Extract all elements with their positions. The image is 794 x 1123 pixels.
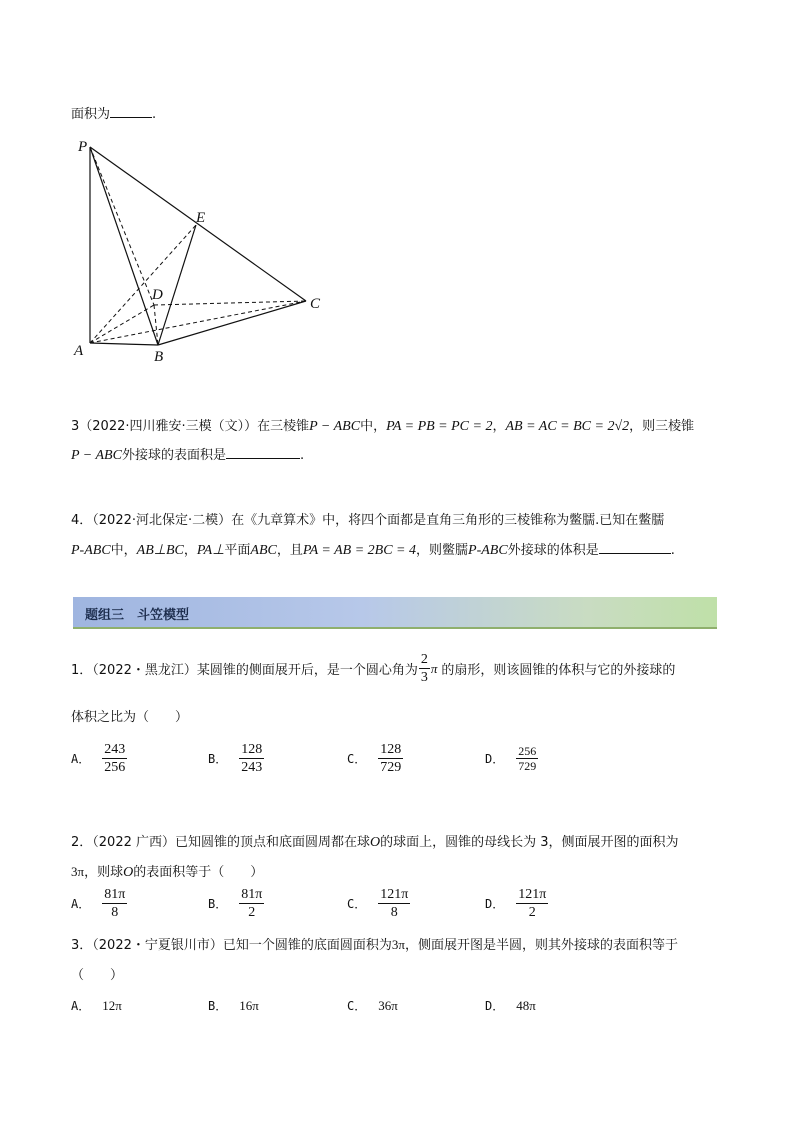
s3-text-b: ，侧面展开图是半圆，则其外接球的表面积等于 [404, 938, 678, 953]
q4-expr-e: PA⊥ [196, 543, 225, 558]
q4-text-j: ，则鳖臑 [416, 543, 469, 558]
q4-tail: . [670, 543, 675, 558]
frac-num: 81π [241, 887, 263, 902]
option-label: B． [208, 752, 228, 766]
q3-suffix: ，则三棱锥 [629, 419, 695, 434]
option-label: B． [208, 999, 228, 1013]
option-fraction [102, 741, 127, 776]
q4-answer-blank[interactable] [599, 541, 671, 554]
frac-den: 729 [380, 760, 402, 775]
frac-den: 8 [111, 905, 119, 920]
s2-option-b[interactable] [208, 886, 264, 921]
option-label: B． [208, 897, 228, 911]
frac-num: 121π [380, 887, 409, 902]
s1-option-c[interactable] [347, 741, 403, 776]
frac-num: 256 [518, 744, 537, 758]
s1-frac-num: 2 [420, 652, 428, 667]
s3-line1 [71, 934, 678, 953]
frac-den: 243 [241, 760, 263, 775]
option-fraction [378, 886, 410, 921]
option-label: D． [485, 752, 505, 766]
frac-num: 81π [104, 887, 126, 902]
q3-line2-text: 外接球的表面积是 [121, 448, 226, 463]
s1-option-b[interactable] [208, 741, 264, 776]
q3-expr1: P − ABC [309, 419, 361, 434]
s1-suffix: 的扇形，则该圆锥的体积与它的外接球的 [441, 663, 676, 678]
s1-line2-text: 体积之比为（ ） [71, 710, 189, 725]
s2-o: O [370, 835, 381, 850]
q3-line2-expr: P − ABC [71, 448, 122, 463]
label-D: D [152, 287, 163, 303]
s1-prefix: 1．（2022・黑龙江）某圆锥的侧面展开后，是一个圆心角为 [71, 663, 418, 678]
s2-o2: O [123, 865, 134, 880]
option-value: 12π [102, 997, 122, 1013]
option-value: 48π [516, 997, 536, 1013]
s3-line2-text: （ ） [71, 968, 124, 983]
s1-option-d[interactable] [485, 744, 538, 773]
frac-den: 2 [248, 905, 256, 920]
pyramid-figure [70, 135, 330, 365]
option-value: 16π [239, 997, 259, 1013]
edge-DC [154, 301, 306, 305]
q3-sep: ， [492, 419, 506, 434]
s1-pi: π [430, 660, 438, 676]
s1-frac-den: 3 [420, 670, 428, 685]
frac-den: 2 [528, 905, 536, 920]
q4-text-f: 平面 [224, 543, 251, 558]
frac-num: 128 [241, 742, 263, 757]
q3-tail: . [299, 448, 305, 463]
q3-mid1: 中， [360, 419, 387, 434]
q4-line1-text: 4．（2022·河北保定·二模）在《九章算术》中，将四个面都是直角三角形的三棱锥称为鳖臑.已知在鳖臑 [71, 513, 665, 528]
option-fraction [239, 886, 264, 921]
option-fraction [516, 744, 538, 773]
s3-3pi: 3π [391, 937, 405, 952]
option-label: C． [347, 897, 367, 911]
s3-option-c[interactable] [347, 997, 398, 1014]
s1-option-a[interactable] [71, 741, 127, 776]
label-B: B [154, 349, 164, 365]
q4-expr-a: P-ABC [71, 543, 111, 558]
option-fraction [102, 886, 127, 921]
edge-BE [158, 225, 196, 345]
q4-line2 [71, 539, 675, 559]
edge-AD [90, 305, 154, 343]
s2-option-c[interactable] [347, 886, 410, 921]
edge-PD [90, 147, 154, 305]
option-label: D． [485, 897, 505, 911]
top-tail: . [152, 107, 157, 122]
top-line [71, 103, 156, 122]
s3-text-a: 3．（2022・宁夏银川市）已知一个圆锥的底面圆面积为 [71, 938, 392, 953]
frac-num: 128 [380, 742, 402, 757]
s2-text-a: 2．（2022 广西）已知圆锥的顶点和底面圆周都在球 [71, 835, 370, 850]
q4-text-h: ，且 [276, 543, 303, 558]
s3-option-b[interactable] [208, 997, 259, 1014]
s1-line2 [71, 706, 188, 725]
q4-expr-c: AB⊥BC [136, 543, 184, 558]
section-header [73, 597, 717, 629]
option-fraction [378, 741, 403, 776]
frac-num: 121π [518, 887, 547, 902]
s1-line1 [71, 651, 675, 686]
option-value: 36π [378, 997, 398, 1013]
option-label: C． [347, 999, 367, 1013]
answer-blank[interactable] [110, 105, 152, 118]
q3-prefix: 3（2022·四川雅安·三模（文））在三棱锥 [71, 419, 310, 434]
frac-den: 256 [104, 760, 126, 775]
s2-text-c: ，则球 [84, 865, 124, 880]
q3-line1 [71, 415, 694, 435]
s2-line1 [71, 831, 679, 851]
edge-AC [90, 301, 306, 343]
q4-expr-k: P-ABC [468, 543, 508, 558]
section-title: 题组三 斗笠模型 [85, 608, 190, 623]
s3-option-d[interactable] [485, 997, 536, 1014]
edge-AB [90, 343, 158, 345]
edge-BC [158, 301, 306, 345]
frac-num: 243 [104, 742, 126, 757]
q3-line2 [71, 444, 304, 464]
s3-option-a[interactable] [71, 997, 122, 1014]
edge-PB [90, 147, 158, 345]
q4-expr-g: ABC [250, 543, 277, 558]
frac-den: 729 [518, 759, 537, 773]
option-label: C． [347, 752, 367, 766]
q4-text-d: ， [183, 543, 197, 558]
label-C: C [310, 296, 321, 312]
q4-line1 [71, 509, 664, 528]
label-E: E [196, 210, 206, 226]
q4-text-l: 外接球的体积是 [507, 543, 599, 558]
s2-option-a[interactable] [71, 886, 127, 921]
option-label: A． [71, 752, 91, 766]
s2-text-b: 的球面上，圆锥的母线长为 3，侧面展开图的面积为 [380, 835, 679, 850]
s3-line2 [71, 964, 123, 983]
q3-expr3: AB = AC = BC = 2√2 [505, 419, 630, 434]
option-label: D． [485, 999, 505, 1013]
label-P: P [78, 139, 88, 155]
label-A: A [74, 343, 84, 359]
s2-line2 [71, 861, 263, 881]
s2-option-d[interactable] [485, 886, 548, 921]
q4-text-b: 中， [110, 543, 137, 558]
option-fraction [516, 886, 548, 921]
q4-expr-i: PA = AB = 2BC = 4 [302, 543, 417, 558]
option-label: A． [71, 897, 91, 911]
q3-answer-blank[interactable] [226, 446, 300, 459]
s1-fraction [419, 651, 430, 686]
s2-3pi: 3π [71, 864, 85, 879]
s2-text-d: 的表面积等于（ ） [133, 865, 264, 880]
option-fraction [239, 741, 264, 776]
q3-expr2: PA = PB = PC = 2 [386, 419, 493, 434]
option-label: A． [71, 999, 91, 1013]
frac-den: 8 [390, 905, 398, 920]
top-label: 面积为 [71, 107, 111, 122]
